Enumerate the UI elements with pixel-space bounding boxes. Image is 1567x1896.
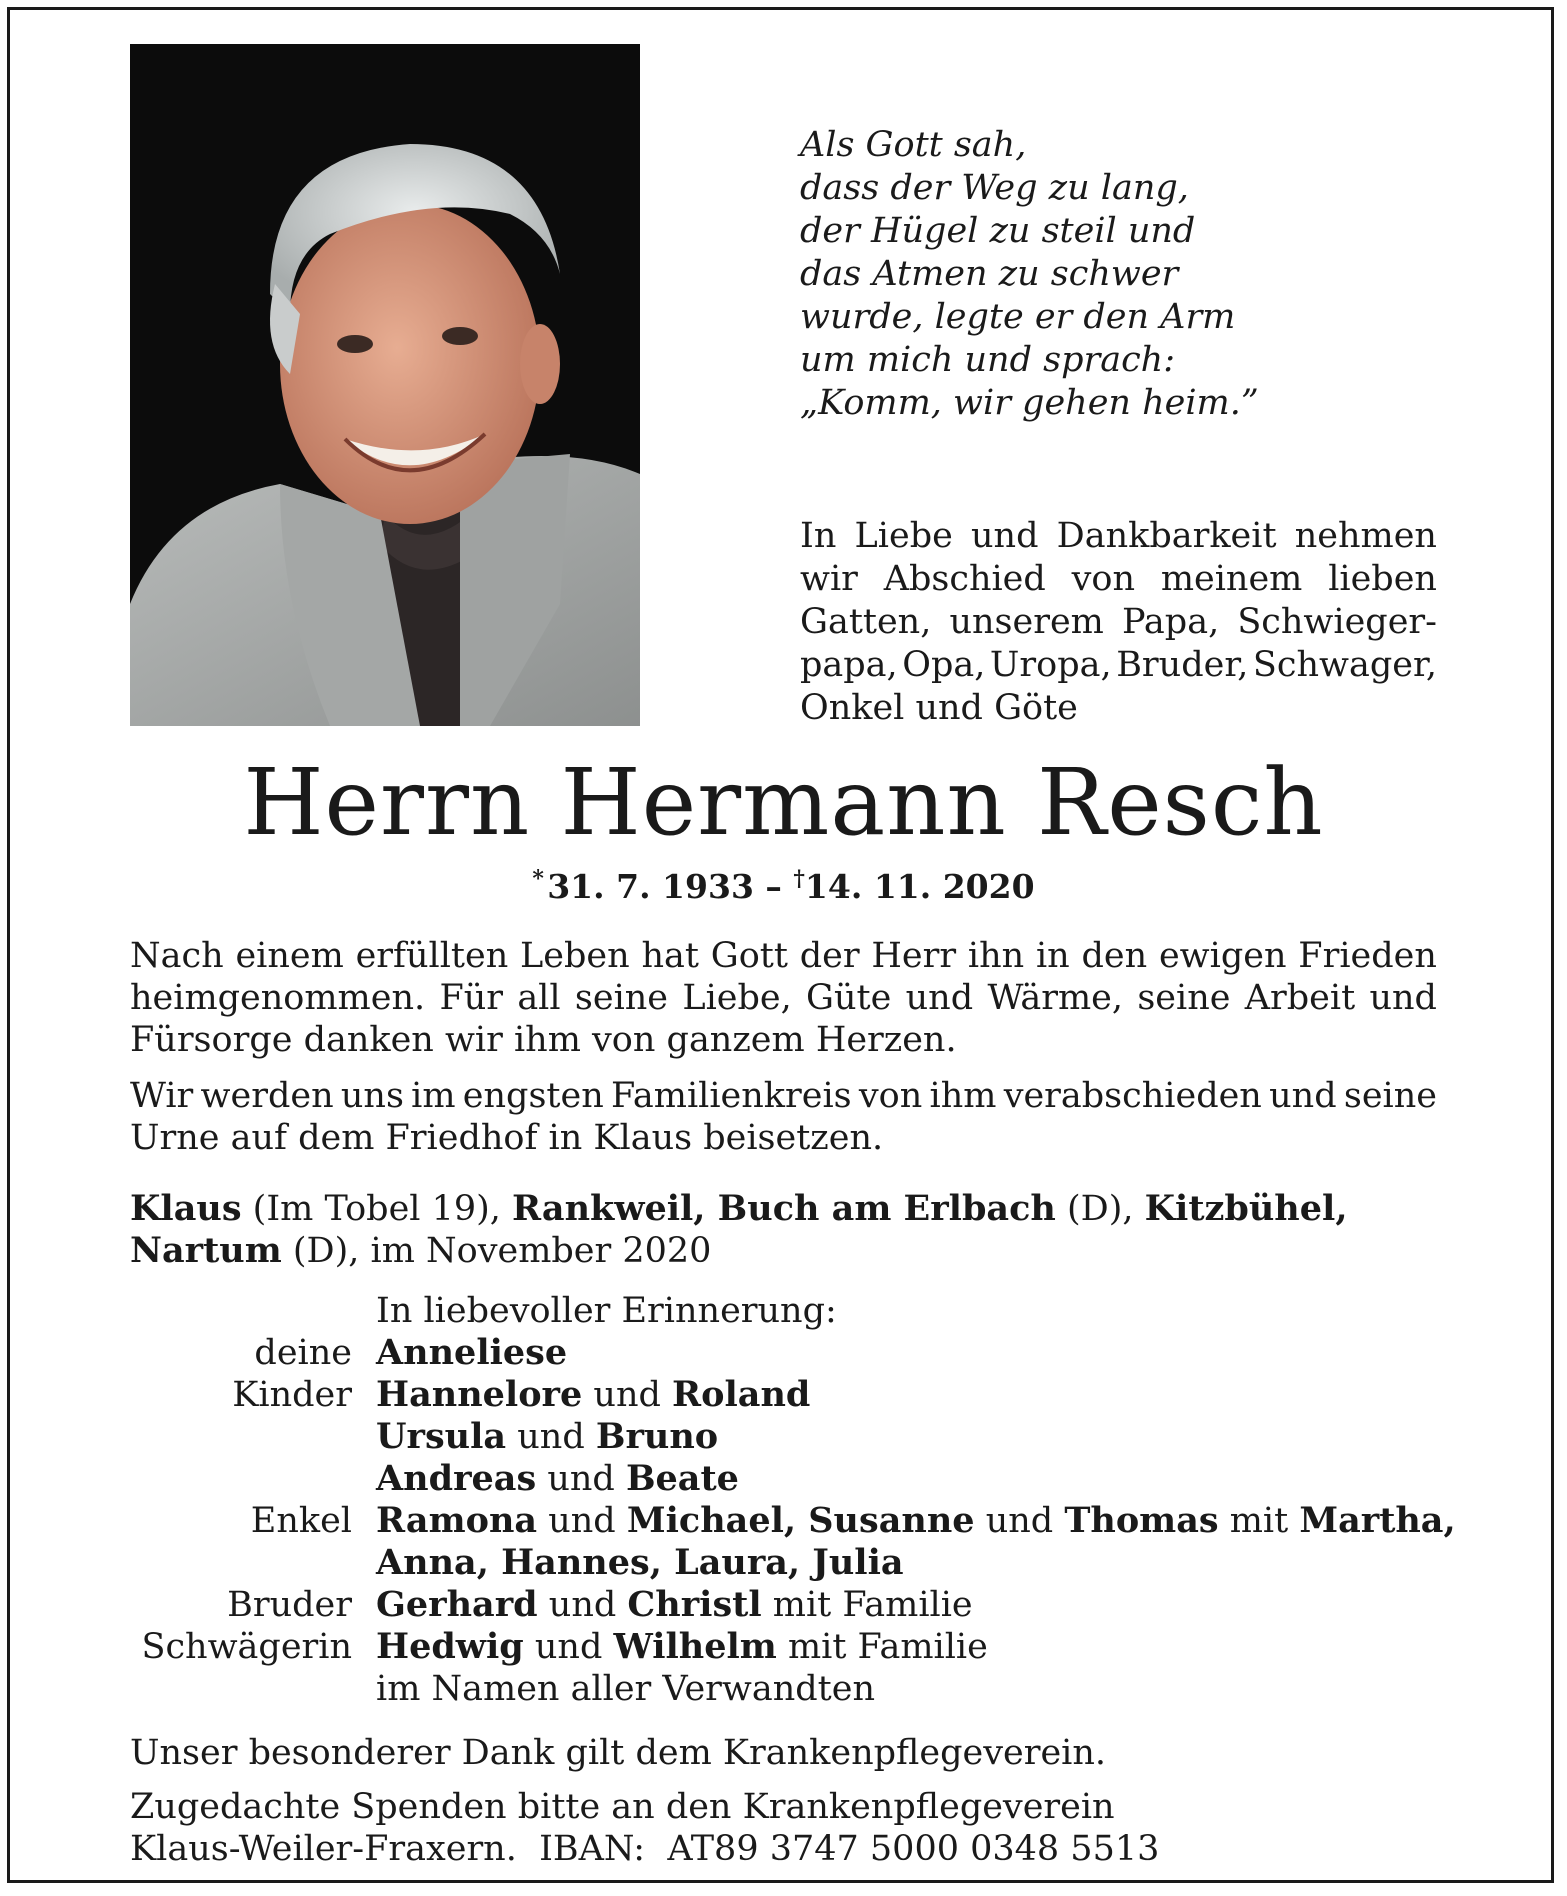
- grandchild-name: Thomas: [1064, 1500, 1219, 1541]
- great-grandchild-name: Martha,: [1299, 1500, 1456, 1541]
- poem-line: Als Gott sah,: [800, 125, 1027, 165]
- conjunction: und: [547, 1459, 615, 1499]
- place-kitzbuehel: Kitzbühel,: [1144, 1188, 1348, 1229]
- intro-line: papa, Opa, Uropa, Bruder, Schwager,: [800, 645, 1437, 685]
- child-name: Ursula: [376, 1416, 507, 1457]
- brother-spouse-name: Christl: [627, 1584, 762, 1625]
- death-symbol: †: [793, 866, 805, 892]
- closing-thanks: [130, 1732, 1437, 1774]
- sister-in-law-spouse-name: Wilhelm: [613, 1626, 777, 1667]
- conjunction: mit: [1229, 1501, 1289, 1541]
- poem-line: dass der Weg zu lang,: [800, 168, 1189, 208]
- sister-in-law-name: Hedwig: [376, 1626, 524, 1667]
- donation-iban-line: Klaus-Weiler-Fraxern. IBAN: AT89 3747 5000 0348 5513: [130, 1829, 1160, 1869]
- brother-name: Gerhard: [376, 1584, 538, 1625]
- date-separator: –: [765, 867, 782, 906]
- portrait-image: [130, 44, 640, 726]
- donation-info: [130, 1786, 1437, 1870]
- donation-line: Zugedachte Spenden bitte an den Krankenpflegeverein: [130, 1787, 1115, 1827]
- conjunction: und: [548, 1501, 616, 1541]
- intro-line: Gatten, unserem Papa, Schwieger-: [800, 602, 1437, 642]
- relatives-note: im Namen aller Verwandten: [376, 1669, 875, 1709]
- family-list: [130, 1290, 1456, 1710]
- grandchild-name: Ramona: [376, 1500, 538, 1541]
- child-name: Hannelore: [376, 1374, 583, 1415]
- place-klaus: Klaus: [130, 1188, 242, 1229]
- relation-label: deine: [254, 1333, 352, 1373]
- deceased-name: Herrn Hermann Resch: [243, 749, 1324, 856]
- intro-line: wir Abschied von meinem lieben: [800, 559, 1437, 599]
- obituary-paragraph-2: [130, 1075, 1437, 1159]
- grandchild-name: Michael, Susanne: [626, 1500, 975, 1541]
- poem-line: der Hügel zu steil und: [800, 211, 1196, 251]
- relation-label: Schwägerin: [141, 1627, 352, 1667]
- child-spouse-name: Beate: [625, 1458, 739, 1499]
- birth-date: 31. 7. 1933: [547, 867, 754, 906]
- poem: [800, 124, 1259, 425]
- great-grandchildren-names: Anna, Hannes, Laura, Julia: [376, 1542, 904, 1583]
- place-text: (Im Tobel 19),: [241, 1189, 513, 1229]
- with-family: mit Familie: [772, 1585, 973, 1625]
- paragraph-line: Fürsorge danken wir ihm von ganzem Herzen.: [130, 1020, 957, 1060]
- conjunction: und: [548, 1585, 617, 1625]
- relation-label: Bruder: [227, 1585, 352, 1625]
- paragraph-line: Nach einem erfüllten Leben hat Gott der Herr ihn in den ewigen Frieden: [130, 936, 1437, 976]
- child-spouse-name: Roland: [672, 1374, 811, 1415]
- child-spouse-name: Bruno: [595, 1416, 719, 1457]
- poem-line: wurde, legte er den Arm: [800, 297, 1236, 337]
- place-text: (D),: [1055, 1189, 1145, 1229]
- portrait-photo: [130, 44, 640, 726]
- place-rankweil: Rankweil, Buch am Erlbach: [512, 1188, 1056, 1229]
- intro-line: In Liebe und Dankbarkeit nehmen: [800, 516, 1437, 556]
- paragraph-line: Urne auf dem Friedhof in Klaus beisetzen.: [130, 1118, 884, 1158]
- birth-symbol: *: [532, 866, 544, 892]
- poem-line: „Komm, wir gehen heim.”: [800, 383, 1259, 423]
- poem-line: das Atmen zu schwer: [800, 254, 1179, 294]
- place-nartum: Nartum: [130, 1230, 282, 1271]
- obituary-paragraph-1: [130, 935, 1437, 1061]
- thanks-line: Unser besonderer Dank gilt dem Krankenpflegeverein.: [130, 1733, 1107, 1773]
- paragraph-line: Wir werden uns im engsten Familienkreis von ihm verabschieden und seine: [130, 1076, 1437, 1116]
- child-name: Andreas: [376, 1458, 537, 1499]
- with-family: mit Familie: [787, 1627, 988, 1667]
- life-dates: [0, 866, 1567, 906]
- conjunction: und: [593, 1375, 661, 1415]
- conjunction: und: [534, 1627, 603, 1667]
- relation-label: Enkel: [250, 1501, 352, 1541]
- intro-line: Onkel und Göte: [800, 688, 1078, 728]
- paragraph-line: heimgenommen. Für all seine Liebe, Güte und Wärme, seine Arbeit und: [130, 978, 1437, 1018]
- wife-name: Anneliese: [376, 1332, 568, 1373]
- farewell-intro: [800, 515, 1437, 730]
- conjunction: und: [517, 1417, 585, 1457]
- places-line: [130, 1188, 1437, 1272]
- death-date: 14. 11. 2020: [804, 867, 1035, 906]
- relation-label: Kinder: [232, 1375, 352, 1415]
- place-text: (D), im November 2020: [281, 1231, 712, 1271]
- poem-line: um mich und sprach:: [800, 340, 1176, 380]
- conjunction: und: [985, 1501, 1054, 1541]
- family-heading: In liebevoller Erinnerung:: [376, 1291, 837, 1331]
